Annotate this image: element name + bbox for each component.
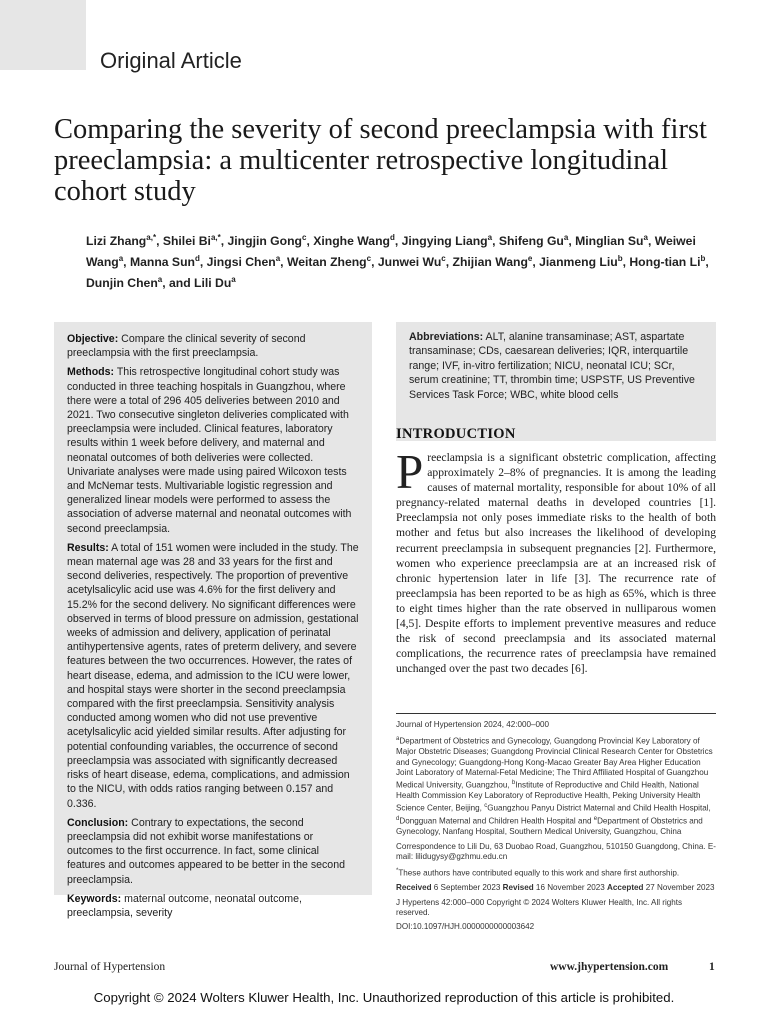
page-number: 1: [709, 961, 715, 973]
article-type-label: Original Article: [100, 48, 242, 73]
accepted-date: 27 November 2023: [643, 883, 715, 893]
received-label: Received: [396, 883, 432, 893]
journal-citation: Journal of Hypertension 2024, 42:000–000: [396, 720, 549, 729]
introduction-heading: INTRODUCTION: [396, 426, 516, 442]
conclusion-text: Contrary to expectations, the second preeclampsia did not exhibit worse manifestations or outcomes to the first occurrence. In fact, some clinical features and outcomes appeared to be better in the second preeclampsia.: [67, 816, 345, 886]
footnotes: [396, 720, 716, 936]
footer-journal-name: Journal of Hypertension: [54, 961, 166, 973]
footer-url-link[interactable]: www.jhypertension.com: [550, 961, 669, 973]
methods-label: Methods:: [67, 366, 115, 379]
drop-cap: P: [396, 444, 424, 499]
dates: [396, 883, 716, 893]
abstract-objective: [67, 332, 360, 360]
introduction-paragraph: [396, 444, 716, 676]
author-affiliation-mark: c: [302, 233, 307, 242]
doi: DOI:10.1097/HJH.0000000000003642: [396, 922, 535, 932]
asterisk-mark: *: [396, 868, 399, 875]
author-name: Lizi Zhang: [86, 234, 147, 249]
author-name: Jianmeng Liu: [539, 255, 618, 270]
conclusion-label: Conclusion:: [67, 816, 129, 829]
abbreviations-text: ALT, alanine transaminase; AST, aspartate transaminase; CDs, caesarean deliveries; IQR, interquartile range; IVF, in-vitro fertilization; NICU, neonatal ICU; SCr, serum creatinine; TT, thrombin time; USPSTF, US Preventive Services Task Force; WBC, white blood cells: [409, 331, 695, 401]
affiliation-mark: c: [484, 803, 488, 810]
affiliation-text: Department of Obstetrics and Gynecology, Guangdong Provincial Key Laboratory of Major Obstetric Diseases; Guangdong Provincial Clinical Research Center for Obstetrics and Gynecology; Guangdong-Hong Kong-Macao Greater Bay Area Higher Education Joint Laboratory of Maternal-Fetal Medicine; The Third Affiliated Hospital of Guangzhou Medical University, Guangzhou,: [396, 736, 713, 790]
author-name: Weiwei Wang: [86, 234, 696, 270]
author-name: Minglian Su: [575, 234, 644, 249]
objective-label: Objective:: [67, 333, 119, 345]
equal-contribution-note: [396, 866, 716, 879]
affiliation-mark: a: [396, 736, 400, 743]
author-name: Zhijian Wang: [452, 255, 528, 270]
affiliation-text: Dongguan Maternal and Children Health Hospital and: [399, 817, 594, 827]
author-name: Hong-tian Li: [629, 255, 701, 270]
author-affiliation-mark: a: [118, 254, 124, 264]
article-title: Comparing the severity of second preeclampsia with first preeclampsia: a multicenter retrospective longitudinal cohort study: [54, 114, 707, 207]
abbreviations-box: [396, 322, 716, 441]
corner-decoration: [0, 0, 86, 70]
author-affiliation-mark: a: [487, 233, 493, 242]
author-affiliation-mark: d: [194, 254, 200, 264]
copyright-banner: Copyright © 2024 Wolters Kluwer Health, Inc. Unauthorized reproduction of this article is prohibited.: [93, 990, 675, 1005]
author-affiliation-mark: a: [643, 233, 648, 242]
introduction-text: reeclampsia is a significant obstetric complication, affecting approximately 2–8% of pregnancies. It is among the leading causes of maternal mortality, responsible for about 10% of all pregnancy-related maternal deaths in developed countries [1]. Preeclampsia not only poses immediate risks to the health of both mother and fetus but also increases the likelihood of developing recurrent preeclampsia in subsequent pregnancies [2]. Furthermore, women who experience preeclampsia are at an increased risk of chronic hypertension later in life [3]. The recurrence rate of preeclampsia has been reported to be as high as 65%, which is three to eight times higher than the rate observed in nulliparous women [4,5]. Despite efforts to implement preventive measures and reduce the risk of second preeclampsia and its associated maternal complications, the recurrence rates of preeclampsia have remained unchanged over the past two decades [6].: [396, 451, 716, 676]
author-affiliation-mark: c: [441, 254, 446, 264]
author-affiliation-mark: a,*: [146, 233, 157, 242]
results-text: A total of 151 women were included in the study. The mean maternal age was 28 and 33 years for the first and second deliveries, respectively. The proportion of preventive acetylsalicylic acid use was 4.6% for the first delivery and 15.2% for the second delivery. No significant differences were observed in terms of blood pressure on admission, gestational weeks of admission and delivery, application of perinatal antihypertensive agents, rates of preterm delivery, and severe features between the two occurrences. However, the rates of heart disease, edema, and admission to the ICU were lower, and hospital stays were shorter in the second preeclampsia compared with the first preeclampsia. Sensitivity analysis conducted among women who did not use preventive acetylsalicylic acid yielded similar results. After adjusting for potential confounding variables, the occurrence of second preeclampsia was associated with significantly decreased risks of heart disease, edema, complications, and admission to the NICU, with odds ratios ranging between 0.157 and 0.336.: [67, 541, 359, 810]
author-name: Jingying Liang: [401, 234, 488, 249]
author-affiliation-mark: a: [275, 254, 281, 264]
accepted-label: Accepted: [607, 883, 644, 893]
affiliation-mark: d: [396, 816, 400, 823]
methods-text: This retrospective longitudinal cohort study was conducted in three teaching hospitals in Guangzhou, where there were a total of 296 405 deliveries between 2010 and 2021. Two consecutive singleton deliveries complicated with preeclampsia were included. Clinical features, laboratory results within 1 week before delivery, and maternal and neonatal outcomes of both deliveries were collected. Univariate analyses were made using paired Wilcoxon tests and McNemar tests. Multivariable logistic regression and generalized linear models were performed to assess the association of adverse maternal and neonatal outcomes with second preeclampsia.: [67, 366, 352, 535]
affiliation-text: Guangzhou Panyu District Maternal and Child Health Hospital,: [487, 804, 711, 814]
abstract-conclusion: [67, 816, 360, 887]
author-affiliation-mark: a: [157, 275, 163, 285]
author-affiliation-mark: a: [563, 233, 569, 242]
affiliation-mark: e: [593, 816, 598, 823]
keywords-text: maternal outcome, neonatal outcome, preeclampsia, severity: [67, 892, 302, 919]
affiliation-text: Department of Obstetrics and Gynecology, Nanfang Hospital, Southern Medical University, Guangzhou, China: [396, 817, 703, 837]
author-name: Dunjin Chen: [86, 276, 158, 291]
copyright-line: J Hypertens 42:000–000 Copyright © 2024 Wolters Kluwer Health, Inc. All rights reserved.: [396, 897, 683, 917]
author-affiliation-mark: b: [617, 254, 623, 264]
correspondence: Correspondence to Lili Du, 63 Duobao Road, Guangzhou, 510150 Guangdong, China. E-mail: lilidugysy@gzhmu.edu.cn: [396, 841, 716, 862]
author-affiliation-mark: d: [389, 233, 395, 242]
objective-text: Compare the clinical severity of second preeclampsia with the first preeclampsia.: [67, 333, 306, 360]
affiliations: [396, 734, 716, 837]
author-name: Jingjin Gong: [227, 234, 302, 249]
results-label: Results:: [67, 541, 109, 554]
author-name: Weitan Zheng: [286, 255, 367, 270]
received-date: 6 September 2023: [431, 883, 503, 893]
author-affiliation-mark: e: [527, 254, 533, 264]
abstract-methods: [67, 365, 360, 535]
author-name: Shifeng Gu: [498, 234, 564, 249]
revised-date: 16 November 2023: [533, 883, 608, 893]
author-name: Lili Du: [194, 276, 232, 291]
author-name: Manna Sun: [129, 255, 195, 270]
author-name: Xinghe Wang: [313, 234, 390, 249]
equal-contribution-text: These authors have contributed equally to this work and share first authorship.: [398, 869, 680, 878]
abstract-results: [67, 541, 360, 811]
author-affiliation-mark: a: [231, 275, 236, 285]
footnote-divider: [396, 713, 716, 714]
affiliation-mark: b: [511, 780, 516, 787]
author-name: Shilei Bi: [162, 234, 211, 249]
abstract-box: [54, 322, 372, 919]
author-name: Junwei Wu: [377, 255, 442, 270]
abbreviations-label: Abbreviations:: [409, 331, 484, 343]
author-affiliation-mark: c: [366, 254, 372, 264]
revised-label: Revised: [502, 883, 534, 893]
affiliation-text: Institute of Reproductive and Child Health, National Health Commission Key Laboratory of Reproductive Health, Peking University Health Science Center, Beijing,: [396, 780, 701, 814]
keywords-label: Keywords:: [67, 892, 122, 905]
abstract-keywords: [67, 892, 360, 920]
author-name: Jingsi Chen: [206, 255, 276, 270]
author-affiliation-mark: b: [700, 254, 706, 264]
author-list: Lizi Zhang$^{a,*}$, Shilei $Bi^{a,*}$, Jingjin Gong$^c$, Xinghe Wang$^d$, Jingying Liang$^a$, Shifeng Gu$^a$, Minglian Su$^a$, Weiwei Wang$^a$, Manna Sun$^d$, Jingsi Chen$^a$, Weitan Zheng$^c$, Junwei Wu$^c$, Zhijian Wang$^e$, Jianmeng Liu$^b$, Hong-tian Li$^b$, Dunjin Chen$^a$, and Lili Du$^a$: [86, 233, 709, 291]
author-affiliation-mark: a,*: [210, 233, 221, 242]
